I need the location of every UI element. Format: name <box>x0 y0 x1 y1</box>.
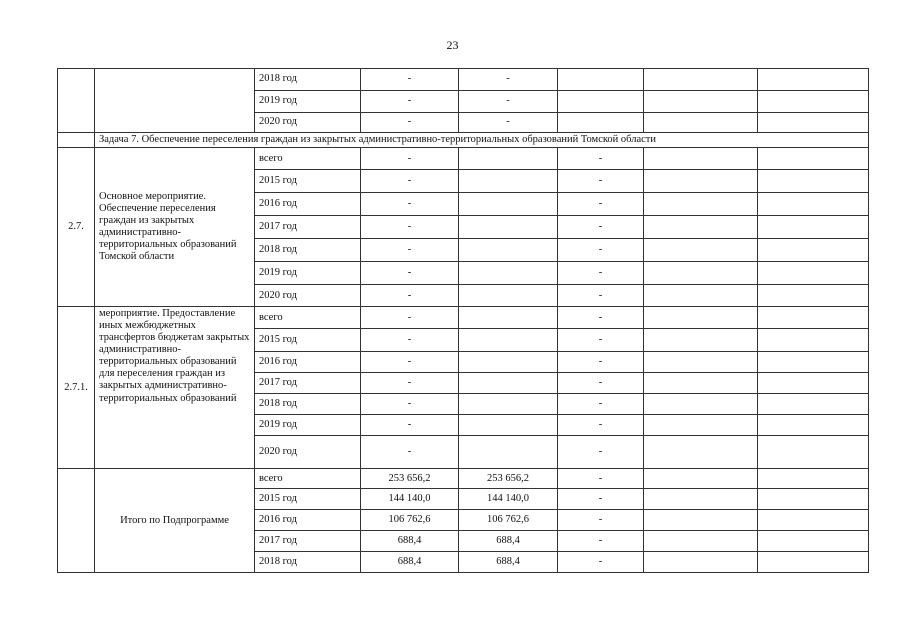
year-cell: 2017 год <box>255 216 361 239</box>
task-row <box>58 133 869 148</box>
value-cell <box>758 352 869 373</box>
value-cell <box>644 489 758 510</box>
value-cell <box>644 415 758 436</box>
year-cell: 2017 год <box>255 373 361 394</box>
value-cell <box>758 489 869 510</box>
value-cell <box>644 329 758 352</box>
value-cell <box>644 285 758 307</box>
year-cell: 2015 год <box>255 170 361 193</box>
year-cell: 2017 год <box>255 531 361 552</box>
value-cell <box>758 69 869 91</box>
value-cell <box>644 170 758 193</box>
value-cell <box>644 510 758 531</box>
value-cell <box>758 91 869 113</box>
item-number: 2.7. <box>58 148 95 307</box>
table-row <box>58 148 869 170</box>
value-cell <box>644 113 758 133</box>
task-title: Задача 7. Обеспечение переселения граждан из закрытых административно-территориальных образований Томской области <box>95 133 869 148</box>
value-cell <box>644 469 758 489</box>
value-cell: - <box>361 352 459 373</box>
value-cell: - <box>459 113 558 133</box>
value-cell <box>758 307 869 329</box>
value-cell: 688,4 <box>459 552 558 573</box>
value-cell: - <box>361 91 459 113</box>
value-cell <box>558 113 644 133</box>
value-cell <box>459 262 558 285</box>
year-cell: 2020 год <box>255 113 361 133</box>
value-cell <box>644 91 758 113</box>
budget-table <box>57 68 869 573</box>
value-cell: - <box>361 170 459 193</box>
value-cell: 144 140,0 <box>459 489 558 510</box>
value-cell: - <box>558 170 644 193</box>
value-cell <box>644 552 758 573</box>
year-cell: 2016 год <box>255 193 361 216</box>
num-cell <box>58 133 95 148</box>
year-cell: 2015 год <box>255 329 361 352</box>
value-cell <box>644 193 758 216</box>
value-cell: - <box>558 216 644 239</box>
num-cell <box>58 69 95 133</box>
value-cell <box>459 285 558 307</box>
desc-cell <box>95 69 255 133</box>
value-cell <box>758 329 869 352</box>
value-cell <box>459 436 558 469</box>
year-cell: всего <box>255 148 361 170</box>
value-cell: - <box>558 531 644 552</box>
value-cell <box>644 307 758 329</box>
value-cell <box>758 285 869 307</box>
value-cell: - <box>459 91 558 113</box>
item-number: 2.7.1. <box>58 307 95 469</box>
value-cell <box>459 239 558 262</box>
value-cell <box>459 373 558 394</box>
value-cell <box>459 352 558 373</box>
year-cell: 2016 год <box>255 510 361 531</box>
value-cell <box>644 262 758 285</box>
value-cell <box>558 69 644 91</box>
value-cell <box>459 148 558 170</box>
page-number: 23 <box>446 38 459 52</box>
year-cell: 2020 год <box>255 285 361 307</box>
table-row <box>58 307 869 329</box>
value-cell <box>644 216 758 239</box>
value-cell: - <box>558 415 644 436</box>
value-cell: - <box>361 329 459 352</box>
year-cell: всего <box>255 469 361 489</box>
value-cell <box>758 531 869 552</box>
year-cell: всего <box>255 307 361 329</box>
year-cell: 2019 год <box>255 415 361 436</box>
value-cell <box>459 307 558 329</box>
value-cell <box>644 373 758 394</box>
value-cell: - <box>558 552 644 573</box>
value-cell: 106 762,6 <box>459 510 558 531</box>
table-row <box>58 69 869 91</box>
value-cell: - <box>459 69 558 91</box>
value-cell: - <box>361 148 459 170</box>
value-cell <box>758 373 869 394</box>
year-cell: 2018 год <box>255 394 361 415</box>
value-cell: - <box>558 262 644 285</box>
value-cell <box>459 415 558 436</box>
item-description: Основное мероприятие. Обеспечение переселения граждан из закрытых административно-территориальных образований Томской области <box>95 148 255 307</box>
value-cell: - <box>558 510 644 531</box>
value-cell: - <box>558 352 644 373</box>
value-cell: - <box>361 373 459 394</box>
value-cell <box>644 531 758 552</box>
value-cell: - <box>361 436 459 469</box>
value-cell: - <box>361 239 459 262</box>
value-cell: - <box>558 307 644 329</box>
value-cell <box>558 91 644 113</box>
value-cell: 106 762,6 <box>361 510 459 531</box>
num-cell <box>58 469 95 573</box>
value-cell: - <box>558 148 644 170</box>
total-label: Итого по Подпрограмме <box>95 469 255 573</box>
year-cell: 2018 год <box>255 69 361 91</box>
value-cell <box>644 148 758 170</box>
year-cell: 2019 год <box>255 91 361 113</box>
value-cell: 688,4 <box>361 531 459 552</box>
value-cell: - <box>361 285 459 307</box>
value-cell: - <box>361 193 459 216</box>
value-cell <box>459 170 558 193</box>
item-description: мероприятие. Предоставление иных межбюджетных трансфертов бюджетам закрытых административно-территориальных образований для переселения граждан из закрытых административно-территориальных образований <box>95 307 255 469</box>
value-cell: - <box>558 329 644 352</box>
value-cell: - <box>558 469 644 489</box>
year-cell: 2016 год <box>255 352 361 373</box>
value-cell <box>758 148 869 170</box>
table-row <box>58 469 869 489</box>
value-cell <box>644 436 758 469</box>
value-cell <box>758 394 869 415</box>
value-cell: - <box>361 415 459 436</box>
value-cell: - <box>361 113 459 133</box>
value-cell: - <box>361 262 459 285</box>
year-cell: 2018 год <box>255 552 361 573</box>
value-cell <box>459 216 558 239</box>
value-cell <box>758 193 869 216</box>
value-cell: - <box>558 436 644 469</box>
value-cell: - <box>361 216 459 239</box>
value-cell: 144 140,0 <box>361 489 459 510</box>
value-cell: - <box>558 193 644 216</box>
value-cell <box>758 552 869 573</box>
value-cell <box>459 193 558 216</box>
year-cell: 2015 год <box>255 489 361 510</box>
value-cell <box>758 113 869 133</box>
value-cell: - <box>361 394 459 415</box>
value-cell <box>459 329 558 352</box>
value-cell <box>644 352 758 373</box>
value-cell: 253 656,2 <box>459 469 558 489</box>
value-cell <box>644 69 758 91</box>
value-cell <box>459 394 558 415</box>
value-cell <box>758 469 869 489</box>
value-cell: - <box>558 373 644 394</box>
value-cell: - <box>558 285 644 307</box>
value-cell: 688,4 <box>459 531 558 552</box>
year-cell: 2019 год <box>255 262 361 285</box>
value-cell <box>758 510 869 531</box>
year-cell: 2018 год <box>255 239 361 262</box>
value-cell <box>758 239 869 262</box>
value-cell: - <box>558 489 644 510</box>
value-cell <box>644 239 758 262</box>
value-cell <box>758 216 869 239</box>
value-cell: - <box>361 69 459 91</box>
value-cell: 253 656,2 <box>361 469 459 489</box>
value-cell: 688,4 <box>361 552 459 573</box>
value-cell: - <box>558 394 644 415</box>
value-cell: - <box>361 307 459 329</box>
value-cell <box>758 436 869 469</box>
value-cell <box>758 262 869 285</box>
value-cell <box>758 170 869 193</box>
value-cell <box>758 415 869 436</box>
value-cell <box>644 394 758 415</box>
year-cell: 2020 год <box>255 436 361 469</box>
value-cell: - <box>558 239 644 262</box>
